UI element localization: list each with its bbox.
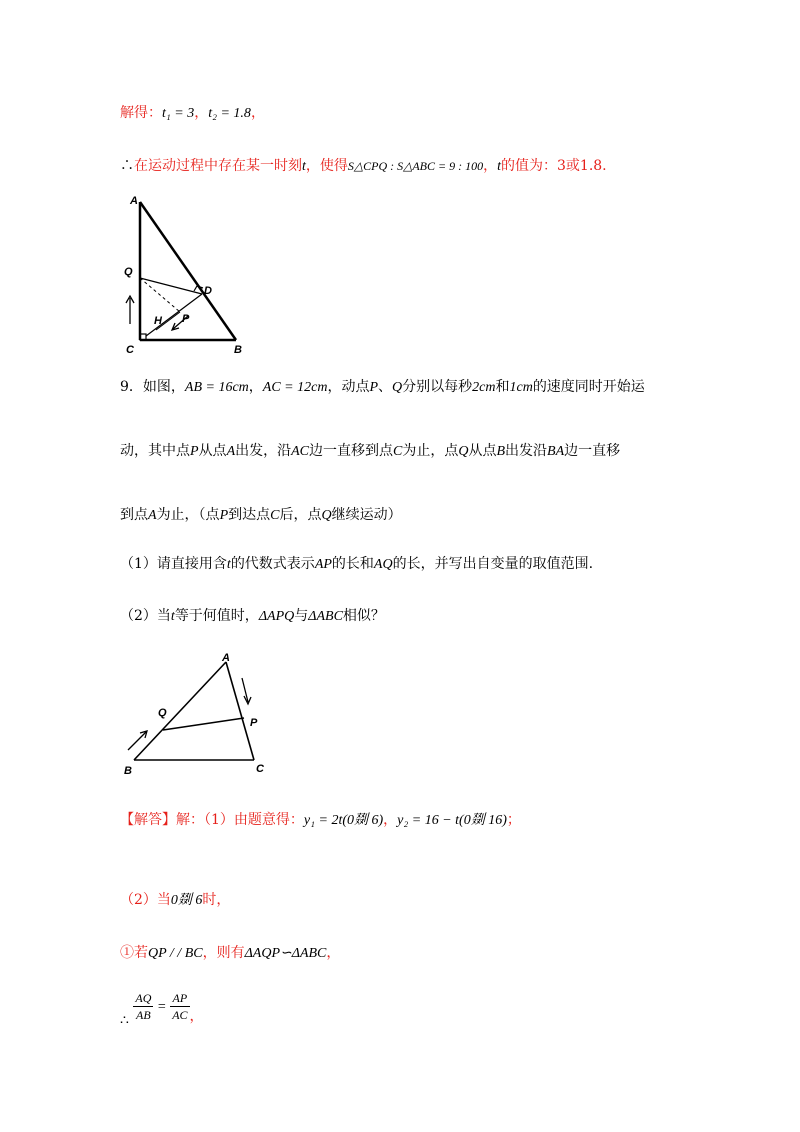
label-q: Q [124, 266, 133, 278]
text: 出发沿 [505, 443, 548, 459]
label-p: P [182, 313, 190, 325]
therefore-symbol: ∴ [120, 1012, 129, 1029]
conclusion-text: ， [483, 158, 498, 174]
problem-number: 9．如图， [120, 379, 185, 395]
conclusion-text: 的值为：3或1.8. [501, 158, 607, 174]
text: （2）当 [120, 608, 171, 624]
fraction-aq-ab [133, 990, 153, 1023]
answer-tag: 【解答】 [120, 812, 176, 828]
area-ratio: S△CPQ : S△ABC = 9 : 100 [347, 159, 484, 173]
variable-t: t [170, 609, 175, 624]
expression-y2: y₂ = 16 − t(0剟 16) [397, 813, 507, 828]
text: 分别以每秒 [402, 379, 473, 395]
expression-y1: y₁ = 2t(0剟 6) [303, 813, 384, 828]
solve-label: 解得： [120, 105, 162, 121]
text: 时， [202, 892, 231, 908]
point-c: C [393, 444, 403, 459]
text: 相似？ [342, 608, 385, 624]
label-d: D [204, 285, 212, 297]
parallel-condition: QP / / BC [148, 946, 203, 961]
speed-p: 2cm [472, 380, 496, 395]
equals-sign: = [157, 999, 166, 1015]
denominator: AB [136, 1008, 151, 1022]
fraction-ap-ac [170, 990, 189, 1023]
label-p: P [250, 717, 258, 729]
text: ，则有 [202, 945, 245, 961]
label-c: C [256, 763, 264, 775]
math-ab: AB = 16cm [184, 380, 249, 395]
fraction-equation [120, 990, 204, 1029]
text: 继续运动） [331, 507, 402, 523]
point-q: Q [458, 444, 469, 459]
text: 从点 [198, 443, 227, 459]
segment-ba: BA [547, 444, 565, 459]
text: 的代数式表示 [230, 556, 315, 572]
text: 后，点 [279, 507, 322, 523]
segment-ap: AP [314, 557, 332, 572]
text: 为止，（点 [156, 507, 220, 523]
text: 的长，并写出自变量的取值范围. [392, 556, 594, 572]
figure-triangle-cpq [118, 190, 258, 360]
point-p: P [369, 380, 379, 395]
similarity-statement: ΔAQP∽ΔABC [244, 946, 327, 961]
denominator: AC [172, 1008, 188, 1022]
text: 为止，点 [402, 443, 459, 459]
problem-9-line-1 [120, 377, 645, 398]
text: 、 [378, 379, 393, 395]
conclusion-text: ，使得 [305, 158, 348, 174]
case-2-line [120, 890, 230, 911]
text: 和 [495, 379, 510, 395]
point-c: C [270, 508, 280, 523]
conclusion-text: 在运动过程中存在某一时刻 [134, 158, 302, 174]
label-c: C [126, 344, 134, 356]
triangle-apq: ΔAPQ [258, 609, 295, 624]
speed-q: 1cm [509, 380, 533, 395]
separator: ， [194, 105, 209, 121]
text: ， [248, 379, 263, 395]
t2-value: t₂ = 1.8 [208, 106, 251, 121]
text: 出发，沿 [235, 443, 292, 459]
text: 等于何值时， [174, 608, 259, 624]
problem-9-line-3 [120, 505, 402, 526]
text: 边一直移 [564, 443, 621, 459]
problem-9-line-2 [120, 441, 620, 462]
text: 解：（1）由题意得： [176, 812, 304, 828]
variable-t: t [226, 557, 231, 572]
point-a: A [148, 508, 157, 523]
point-a: A [226, 444, 236, 459]
text: ， [326, 945, 341, 961]
label-b: B [234, 344, 242, 356]
solution-line-t-values [120, 103, 265, 124]
text: 的速度同时开始运 [532, 379, 645, 395]
text: （2）当 [120, 892, 171, 908]
numerator: AP [170, 990, 189, 1007]
text: ，动点 [327, 379, 370, 395]
point-p: P [190, 444, 199, 459]
variable-t: t [497, 159, 501, 174]
therefore-symbol: ∴ [120, 158, 134, 174]
conclusion-line [120, 156, 607, 177]
question-1 [120, 554, 593, 575]
text: （1）请直接用含 [120, 556, 227, 572]
point-b: B [496, 444, 506, 459]
text: 到点 [120, 507, 148, 523]
point-p: P [219, 508, 229, 523]
question-2 [120, 606, 385, 627]
triangle-abc: ΔABC [308, 609, 343, 624]
label-a: A [222, 652, 230, 664]
point-q: Q [392, 380, 403, 395]
text: 与 [294, 608, 309, 624]
math-ac: AC = 12cm [262, 380, 328, 395]
text: 动，其中点 [120, 443, 190, 459]
text: 的长和 [331, 556, 374, 572]
figure-triangle-abc [118, 648, 278, 783]
label-a: A [130, 195, 138, 207]
answer-line [120, 810, 521, 831]
separator: ； [506, 812, 521, 828]
label-b: B [124, 765, 132, 777]
separator: ， [189, 1008, 204, 1025]
numerator: AQ [135, 991, 152, 1005]
point-q: Q [321, 508, 332, 523]
separator: ， [383, 812, 398, 828]
t1-value: t₁ = 3 [162, 106, 195, 121]
label-q: Q [158, 707, 167, 719]
text: 边一直移到点 [309, 443, 394, 459]
case-1-line [120, 943, 340, 964]
separator: ， [250, 105, 265, 121]
segment-aq: AQ [373, 557, 393, 572]
label-h: H [154, 315, 162, 327]
range-expression: 0剟 6 [170, 893, 203, 908]
segment-ac: AC [291, 444, 310, 459]
text: 从点 [468, 443, 497, 459]
text: ①若 [120, 945, 148, 961]
variable-t: t [302, 159, 306, 174]
text: 到达点 [228, 507, 271, 523]
